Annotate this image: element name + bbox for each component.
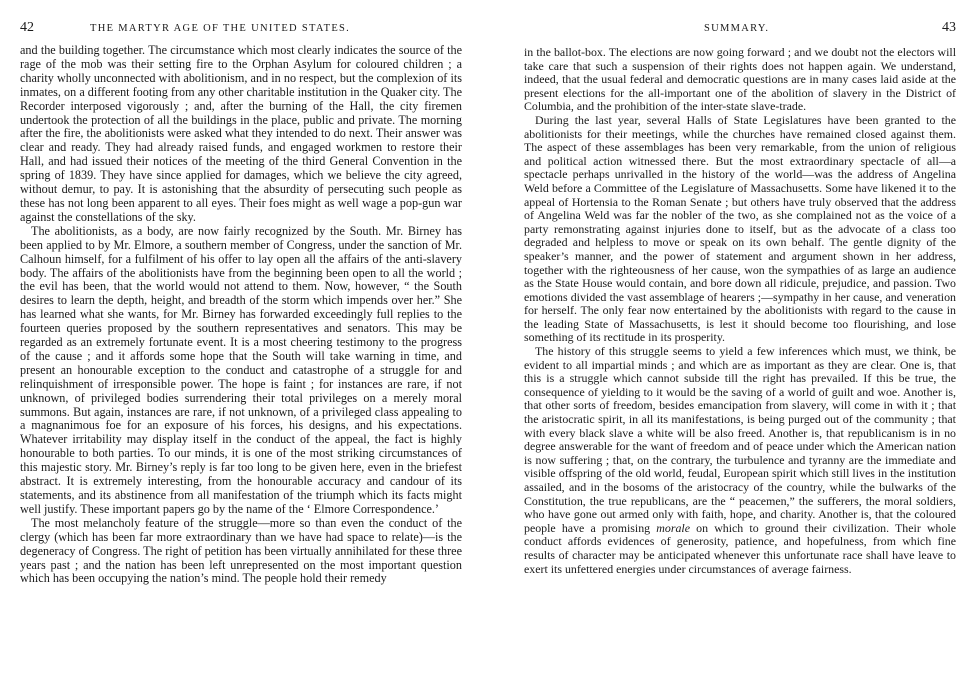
paragraph-text: The history of this struggle seems to yield a few inferences which must, we think, be evident to all impartial minds ; and which are as important as they are clear. One is, that this is a struggle which cannot subside till the right has prevailed. If this be true, the consequence of yielding to it would be the saving of a world of guilt and woe. Another is, that other sorts of freedom, besides emancipation from slavery, will come in with it ; that the aristocratic spirit, in all its manifestations, is being purged out of the community ; that with every black slave a white will be also freed. Another is, that republicanism is in no degree answerable for the want of freedom and of peace under which the American nation is now suffering ; that, on the contrary, the turbulence and tyranny are the immediate and visible offspring of the old world, feudal, European spirit which still lives in the institution assailed, and in the bosoms of the aristocracy of the country, while the bulwarks of the Constitution, the true republicans, are the “ peacemen,” the sufferers, the moral soldiers, who have gone out armed only with faith, hope, and charity. Another is, that the coloured people have a promising [524,344,956,535]
left-page [20,0,462,697]
right-page [524,0,956,697]
italic-term: morale [656,520,690,535]
running-head: THE MARTYR AGE OF THE UNITED STATES. [90,23,351,34]
paragraph [524,345,956,576]
right-page-header [524,18,956,40]
page-number: 43 [942,20,956,35]
paragraph: in the ballot-box. The elections are now going forward ; and we doubt not the electors will take care that such a suspension of their rights does not happen again. We understand, indeed, that the usual federal and democratic questions are in many cases laid aside at the present elections for the all-important one of the abolition of slavery in the District of Columbia, and the prohibition of the inter-state slave-trade. [524,45,956,114]
right-page-body [524,46,956,576]
paragraph: The most melancholy feature of the struggle—more so than even the conduct of the clergy (which has been far more extraordinary than we have had space to relate)—is the degeneracy of Congress. The right of petition has been virtually annihilated for these three years past ; and the nation has been left unrepresented on the most important question which has been occupying the nation’s mind. The people hold their remedy [20,515,462,586]
running-head: SUMMARY. [704,23,770,34]
paragraph: During the last year, several Halls of State Legislatures have been granted to the abolitionists for their meetings, while the churches have remained closed against them. The aspect of these assemblages has been very remarkable, from the union of religious and political action witnessed there. But the most extraordinary spectacle of all—a spectacle perhaps unrivalled in the history of the world—was the address of Angelina Weld before a Committee of the Legislature of Massachusetts. Some have likened it to the appeal of Hortensia to the Roman Senate ; but others have truly observed that the address of Angelina Weld was far the nobler of the two, as she complained not as the voice of a party remonstrating against injuries done to itself, but as the advocate of a class too degraded and helpless to move or speak on its own behalf. The gentle dignity of the speaker’s manner, and the power of statement and argument shown in her address, together with the righteousness of her cause, won the sympathies of as large an audience as the State House would contain, and bore down all ridicule, prejudice, and passion. Two emotions divided the vast assemblage of hearers ;—sympathy in her cause, and veneration for herself. The only fear now entertained by the abolitionists with regard to the cause in the leading State of Massachusetts, is lest it should become too flourishing, and lose something of its rectitude in its prosperity. [524,112,956,345]
page-number: 42 [20,20,34,35]
paragraph: and the building together. The circumstance which most clearly indicates the source of the rage of the mob was their setting fire to the Orphan Asylum for coloured children ; a charity wholly unconnected with abolitionism, and in no respect, but the complexion of its inmates, on a different footing from any other charitable institution in the Quaker city. The Recorder interposed vigorously ; and, after the burning of the Hall, the city firemen undertook the protection of all the buildings in the place, public and private. The morning after the fire, the abolitionists were asked what they intended to do next. Their answer was clear and ready. They had already raised funds, and engaged workmen to restore their Hall, and had issued their notices of the meeting of the third General Convention in the spring of 1839. They have since applied for damages, which we believe the city agreed, without demur, to pay. It is astonishing that the absurdity of persecuting such people as these has not long been apparent to all eyes. Their foes might as well wage a pop-gun war against the constellations of the sky. [20,43,462,224]
left-page-header [20,18,462,40]
left-page-body [20,44,462,586]
paragraph-text: on which to ground their civilization. Their whole conduct affords evidences of generosity, patience, and hopefulness, from which fine results of character may be anticipated whenever this unfortunate race shall have leave to exert its unfettered energies under circumstances of average fairness. [524,520,956,576]
paragraph: The abolitionists, as a body, are now fairly recognized by the South. Mr. Birney has been applied to by Mr. Elmore, a southern member of Congress, under the sanction of Mr. Calhoun himself, for a fulfilment of his offer to lay open all the affairs of the anti-slavery body. The affairs of the abolitionists have from the beginning been open to all the world ; the evil has been, that the world would not attend to them. Now, however, “ the South desires to learn the depth, height, and breadth of the storm which impends over her.” She has learned what she wants, for Mr. Birney has forwarded exceedingly full replies to the fourteen queries proposed by the southern representatives and senators. This may be regarded as an extremely fortunate event. It is a most cheering testimony to the progress of the cause ; and it affords some hope that the South will take warning in time, and present an honourable exception to the conduct and catastrophe of a struggle for and relinquishment of irresponsible power. The hope is faint ; for instances are rare, if not unknown, of privileged bodies surrendering their total privileges on a merely moral summons. But again, instances are rare, if not unknown, of a privileged class appealing to a magnanimous foe for an exposure of his forces, his designs, and his expectations. Whatever irritability may display itself in the conduct of the appeal, the fact is highly honourable to both parties. To our minds, it is one of the most striking circumstances of this majestic story. Mr. Birney’s reply is far too long to be given here, even in the briefest abstract. It is extremely interesting, from the honourable accuracy and candour of its statements, and its abstinence from all manifestation of the triumph which its facts might well justify. These important papers go by the name of the ‘ Elmore Correspondence.’ [20,223,462,516]
